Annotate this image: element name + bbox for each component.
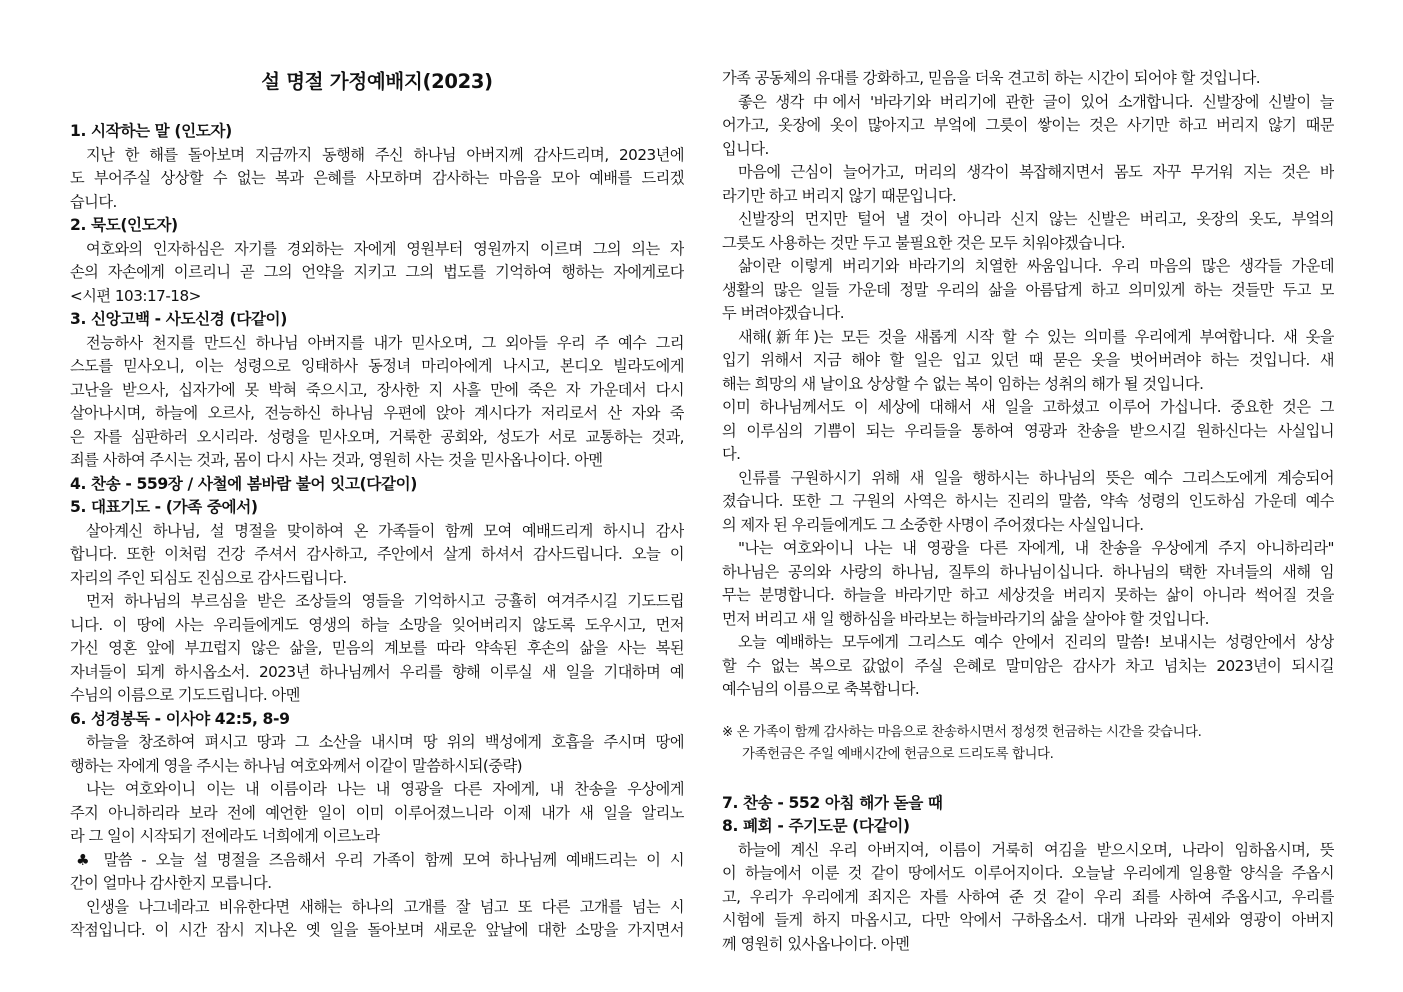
text-line: 라기만 하고 버리지 않기 때문입니다. <box>722 186 957 205</box>
text-line: 무는 분명합니다. 하늘을 바라기만 하고 세상것을 버리지 못하는 삶이 아니라 썩어질 것을 <box>722 586 1334 604</box>
text-line <box>70 849 684 873</box>
opening-paragraph <box>70 144 684 215</box>
text-line: 습니다. <box>70 192 117 211</box>
sermon-paragraph-8 <box>722 396 1334 467</box>
prayer-paragraph-2 <box>70 590 684 708</box>
spacer <box>722 702 1334 722</box>
text-line: 살아나시며, 하늘에 오르사, 전능하신 하나님 우편에 앉아 계시다가 저리로서 산 자와 죽 <box>70 404 684 422</box>
text-line: 고난을 받으사, 십자가에 못 박혀 죽으시고, 장사한 지 사흘 만에 죽은 자 가운데서 다시 <box>70 380 684 399</box>
text-line: 의 제자 된 우리들에게도 그 소중한 사명이 주어졌다는 사실입니다. <box>722 515 1144 534</box>
text-line: 입기 위해서 지금 해야 할 일은 입고 있던 때 묻은 옷을 벗어버려야 하는 것입니다. 새 <box>722 351 1334 369</box>
text-line: 나는 여호와이니 이는 내 이름이라 나는 내 영광을 다른 자에게, 내 찬송을 우상에게 <box>86 780 684 798</box>
text-line: 신발장의 먼지만 털어 낼 것이 아니라 신지 않는 신발은 버리고, 옷장의 옷도, 부엌의 <box>738 210 1334 228</box>
sermon-paragraph-1 <box>70 849 684 896</box>
prayer-paragraph-1 <box>70 520 684 591</box>
page-title: 설 명절 가정예배지(2023) <box>261 70 493 93</box>
text-line: 새해(新年)는 모든 것을 새롭게 시작 할 수 있는 의미를 우리에게 부여합니다. 새 옷을 <box>738 327 1334 346</box>
text-line: 할 수 없는 복으로 값없이 주실 은혜로 말미암은 감사가 차고 넘치는 2023년이 되시길 <box>722 656 1334 675</box>
text-line: 가족 공동체의 유대를 강화하고, 믿음을 더욱 견고히 하는 시간이 되어야 할 것입니다. <box>722 69 1261 87</box>
text-line: 손의 자손에게 이르리니 곧 그의 언약을 지키고 그의 법도를 기억하여 행하는 자에게로다 <box>70 263 684 281</box>
text-line: 인생을 나그네라고 비유한다면 새해는 하나의 고개를 잘 넘고 또 다른 고개를 넘는 시 <box>86 897 684 916</box>
scripture-paragraph-2 <box>70 778 684 849</box>
text-line: <시편 103:17-18> <box>70 286 201 305</box>
text-line: 합니다. 또한 이처럼 건강 주셔서 감사하고, 주안에서 살게 하셔서 감사드립니다. 오늘 이 <box>70 545 684 563</box>
text-line: 의 이루심의 기쁨이 되는 우리들을 통하여 영광과 찬송을 받으시길 원하신다는 사실입니 <box>722 421 1334 440</box>
section-heading-creed: 3. 신앙고백 - 사도신경 (다같이) <box>70 310 287 328</box>
left-column <box>70 66 684 943</box>
text-line: 삶이란 이렇게 버리기와 바라기의 치열한 싸움입니다. 우리 마음의 많은 생각들 가운데 <box>738 257 1334 275</box>
text-line: 수님의 이름으로 기도드립니다. 아멘 <box>70 686 300 704</box>
text-line: 여호와의 인자하심은 자기를 경외하는 자에게 영원부터 영원까지 이르며 그의 의는 자 <box>86 239 684 258</box>
text-line: 해는 희망의 새 날이요 상상할 수 없는 복이 임하는 성취의 해가 될 것입니다. <box>722 374 1204 393</box>
text-line: 졌습니다. 또한 그 구원의 사역은 하시는 진리의 말씀, 약속 성령의 인도하심 가운데 예수 <box>722 492 1334 510</box>
text-line: 마음에 근심이 늘어가고, 머리의 생각이 복잡해지면서 몸도 자꾸 무거워 지는 것은 바 <box>738 163 1334 181</box>
text-line: 인류를 구원하시기 위해 새 일을 행하시는 하나님의 뜻은 예수 그리스도에게 계승되어 <box>738 468 1334 487</box>
sermon-continued-paragraph <box>722 67 1334 91</box>
sermon-paragraph-5 <box>722 208 1334 255</box>
text-line: 전능하사 천지를 만드신 하나님 아버지를 내가 믿사오며, 그 외아들 우리 주 예수 그리 <box>86 333 684 352</box>
text-line: 하늘을 창조하여 펴시고 땅과 그 소산을 내시며 땅 위의 백성에게 호흡을 주시며 땅에 <box>86 733 684 751</box>
scripture-paragraph-1 <box>70 731 684 778</box>
silent-prayer-paragraph <box>70 238 684 309</box>
section-heading-hymn-1: 4. 찬송 - 559장 / 사철에 봄바람 불어 잇고(다같이) <box>70 474 417 493</box>
text-line: 다. <box>722 445 741 463</box>
sermon-paragraph-10 <box>722 537 1334 631</box>
spacer <box>722 766 1334 792</box>
text-line: 좋은 생각 中에서 '바라기와 버리기에 관한 글이 있어 소개합니다. 신발장에 신발이 늘 <box>738 92 1334 111</box>
text-line: 살아계신 하나님, 설 명절을 맞이하여 온 가족들이 함께 모여 예배드리게 하시니 감사 <box>86 521 684 540</box>
text-line: 작점입니다. 이 시간 잠시 지나온 옛 일을 돌아보며 새로운 앞날에 대한 소망을 가지면서 <box>70 921 684 939</box>
sermon-paragraph-3 <box>722 91 1334 162</box>
text-line: 께 영원히 있사옵나이다. 아멘 <box>722 934 910 953</box>
text-line: 주지 아니하리라 보라 전에 예언한 일이 이미 이루어졌느니라 이제 내가 새 일을 알리노 <box>70 803 684 822</box>
text-line: 가신 영혼 앞에 부끄럽지 않은 삶을, 믿음의 계보를 따라 약속된 후손의 삶을 사는 복된 <box>70 639 684 657</box>
note-line: ※ 온 가족이 함께 감사하는 마음으로 찬송하시면서 정성껏 헌금하는 시간을 갖습니다. <box>722 724 1202 740</box>
text-line: 행하는 자에게 영을 주시는 하나님 여호와께서 이같이 말씀하시되(중략) <box>70 756 523 775</box>
sermon-paragraph-9 <box>722 467 1334 538</box>
sermon-paragraph-4 <box>722 161 1334 208</box>
text-line: 먼저 하나님의 부르심을 받은 조상들의 영들을 기억하시고 긍휼히 여겨주시길 기도드립 <box>86 592 684 610</box>
lords-prayer-paragraph <box>722 839 1334 957</box>
text-line: 스도를 믿사오니, 이는 성령으로 잉태하사 동정녀 마리아에게 나시고, 본디오 빌라도에게 <box>70 357 684 375</box>
section-heading-silent-prayer: 2. 묵도(인도자) <box>70 216 178 234</box>
text-line: 오늘 예배하는 모두에게 그리스도 예수 안에서 진리의 말씀! 보내시는 성령안에서 상상 <box>738 633 1334 651</box>
text-line: 이미 하나님께서도 이 세상에 대해서 새 일을 고하셨고 이루어 가십니다. 중요한 것은 그 <box>722 398 1334 416</box>
section-heading-prayer: 5. 대표기도 - (가족 중에서) <box>70 498 258 516</box>
text-line: 자리의 주인 되심도 진심으로 감사드립니다. <box>70 568 347 587</box>
text-line: 간이 얼마나 감사한지 모릅니다. <box>70 874 272 892</box>
text-line: 먼저 버리고 새 일 행하심을 바라보는 하늘바라기의 삶을 살아야 할 것입니다. <box>722 609 1209 628</box>
blessing-paragraph <box>722 631 1334 702</box>
text-line: 시험에 들게 하지 마옵시고, 다만 악에서 구하옵소서. 대개 나라와 권세와 영광이 아버지 <box>722 911 1334 929</box>
sermon-paragraph-2 <box>70 896 684 943</box>
text-line: 이 하늘에서 이룬 것 같이 땅에서도 이루어지이다. 오늘날 우리에게 일용할 양식을 주옵시 <box>722 864 1334 882</box>
right-column <box>722 67 1334 956</box>
text-line: 고, 우리가 우리에게 죄지은 자를 사하여 준 것 같이 우리 죄를 사하여 주옵시고, 우리를 <box>722 887 1334 906</box>
creed-paragraph <box>70 332 684 473</box>
text-line: 하늘에 계신 우리 아버지여, 이름이 거룩히 여김을 받으시오며, 나라이 임하옵시며, 뜻 <box>738 840 1334 859</box>
text-line: 그릇도 사용하는 것만 두고 불필요한 것은 모두 치워야겠습니다. <box>722 233 1126 252</box>
text-line: 라 그 일이 시작되기 전에라도 너희에게 이르노라 <box>70 827 380 845</box>
text-line: 은 자를 심판하러 오시리라. 성령을 믿사오며, 거룩한 공회와, 성도가 서로 교통하는 것과, <box>70 427 684 446</box>
section-heading-hymn-2: 7. 찬송 - 552 아침 해가 돋을 때 <box>722 793 943 812</box>
text-line: 지난 한 해를 돌아보며 지금까지 동행해 주신 하나님 아버지께 감사드리며, 2023년에 <box>86 145 684 164</box>
text-line: 도 부어주실 상상할 수 없는 복과 은혜를 사모하며 감사하는 마음을 모아 예배를 드리겠 <box>70 169 684 187</box>
offering-note <box>722 722 1334 766</box>
text-line: 자녀들이 되게 하시옵소서. 2023년 하나님께서 우리를 향해 이루실 새 일을 기대하며 예 <box>70 662 684 681</box>
section-heading-opening: 1. 시작하는 말 (인도자) <box>70 122 232 140</box>
text-line: 두 버려야겠습니다. <box>722 304 845 322</box>
club-icon: ♣ <box>76 850 95 869</box>
text-line: 예수님의 이름으로 축복합니다. <box>722 680 920 698</box>
text-line-content: 말씀 - 오늘 설 명절을 즈음해서 우리 가족이 함께 모여 하나님께 예배드리는 이 시 <box>103 850 684 869</box>
section-heading-closing: 8. 폐회 - 주기도문 (다같이) <box>722 817 910 835</box>
section-heading-scripture: 6. 성경봉독 - 이사야 42:5, 8-9 <box>70 709 290 728</box>
text-line: 어가고, 옷장에 옷이 많아지고 부엌에 그릇이 쌓이는 것은 사기만 하고 버리지 않기 때문 <box>722 116 1334 134</box>
sermon-paragraph-7 <box>722 326 1334 397</box>
text-line: 하나님은 공의와 사랑의 하나님, 질투의 하나님이십니다. 하나님의 택한 자녀들의 새해 임 <box>722 562 1334 581</box>
note-line: 가족헌금은 주일 예배시간에 헌금으로 드리도록 합니다. <box>742 746 1054 762</box>
text-line: 죄를 사하여 주시는 것과, 몸이 다시 사는 것과, 영원히 사는 것을 믿사옵나이다. 아멘 <box>70 451 603 469</box>
text-line: 생활의 많은 일들 가운데 정말 우리의 삶을 아름답게 하고 의미있게 하는 것들만 두고 모 <box>722 280 1334 299</box>
text-line: 니다. 이 땅에 사는 우리들에게도 영생의 하늘 소망을 잊어버리지 않도록 도우시고, 먼저 <box>70 615 684 634</box>
text-line: 입니다. <box>722 139 769 158</box>
text-line: "나는 여호와이니 나는 내 영광을 다른 자에게, 내 찬송을 우상에게 주지 아니하리라" <box>738 539 1334 557</box>
sermon-paragraph-6 <box>722 255 1334 326</box>
